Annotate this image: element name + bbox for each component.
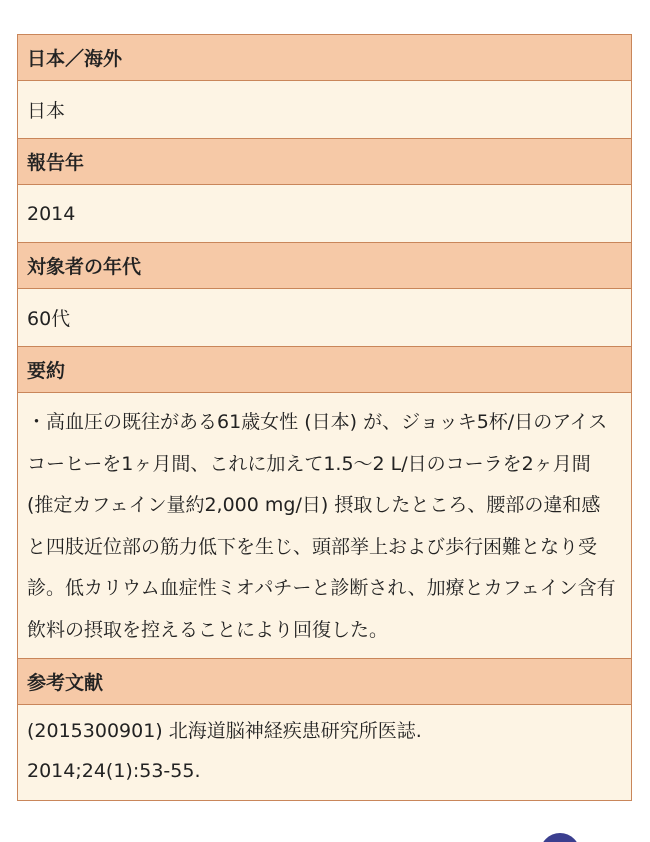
reference-line-2: 2014;24(1):53-55. bbox=[27, 760, 201, 782]
value-age-group-text: 60代 bbox=[27, 308, 71, 330]
header-summary bbox=[17, 347, 632, 393]
header-age-group bbox=[17, 243, 632, 289]
value-summary-text: ・高血圧の既往がある61歳女性 (日本) が、ジョッキ5杯/日のアイスコーヒーを1ヶ月間、これに加えて1.5〜2 L/日のコーラを2ヶ月間 (推定カフェイン量約2,000 mg/日) 摂取したところ、腰部の違和感と四肢近位部の筋力低下を生じ、頭部挙上および歩行困難となり受診。低カリウム血症性ミオパチーと診断され、加療とカフェイン含有飲料の摂取を控えることにより回復した。 bbox=[27, 411, 616, 641]
value-report-year-text: 2014 bbox=[27, 202, 76, 225]
avatar bbox=[540, 833, 580, 842]
value-region-text: 日本 bbox=[27, 100, 66, 122]
info-table bbox=[17, 34, 632, 801]
reference-line-1: (2015300901) 北海道脳神経疾患研究所医誌. bbox=[27, 720, 422, 742]
value-age-group bbox=[17, 289, 632, 347]
header-region-label: 日本／海外 bbox=[27, 48, 123, 70]
header-references-label: 参考文献 bbox=[27, 672, 104, 694]
header-references bbox=[17, 659, 632, 705]
value-summary bbox=[17, 393, 632, 659]
header-age-group-label: 対象者の年代 bbox=[27, 256, 142, 278]
header-region bbox=[17, 35, 632, 81]
value-report-year bbox=[17, 185, 632, 243]
value-region bbox=[17, 81, 632, 139]
value-references bbox=[17, 705, 632, 801]
header-report-year-label: 報告年 bbox=[27, 152, 85, 174]
header-summary-label: 要約 bbox=[27, 360, 66, 382]
header-report-year bbox=[17, 139, 632, 185]
